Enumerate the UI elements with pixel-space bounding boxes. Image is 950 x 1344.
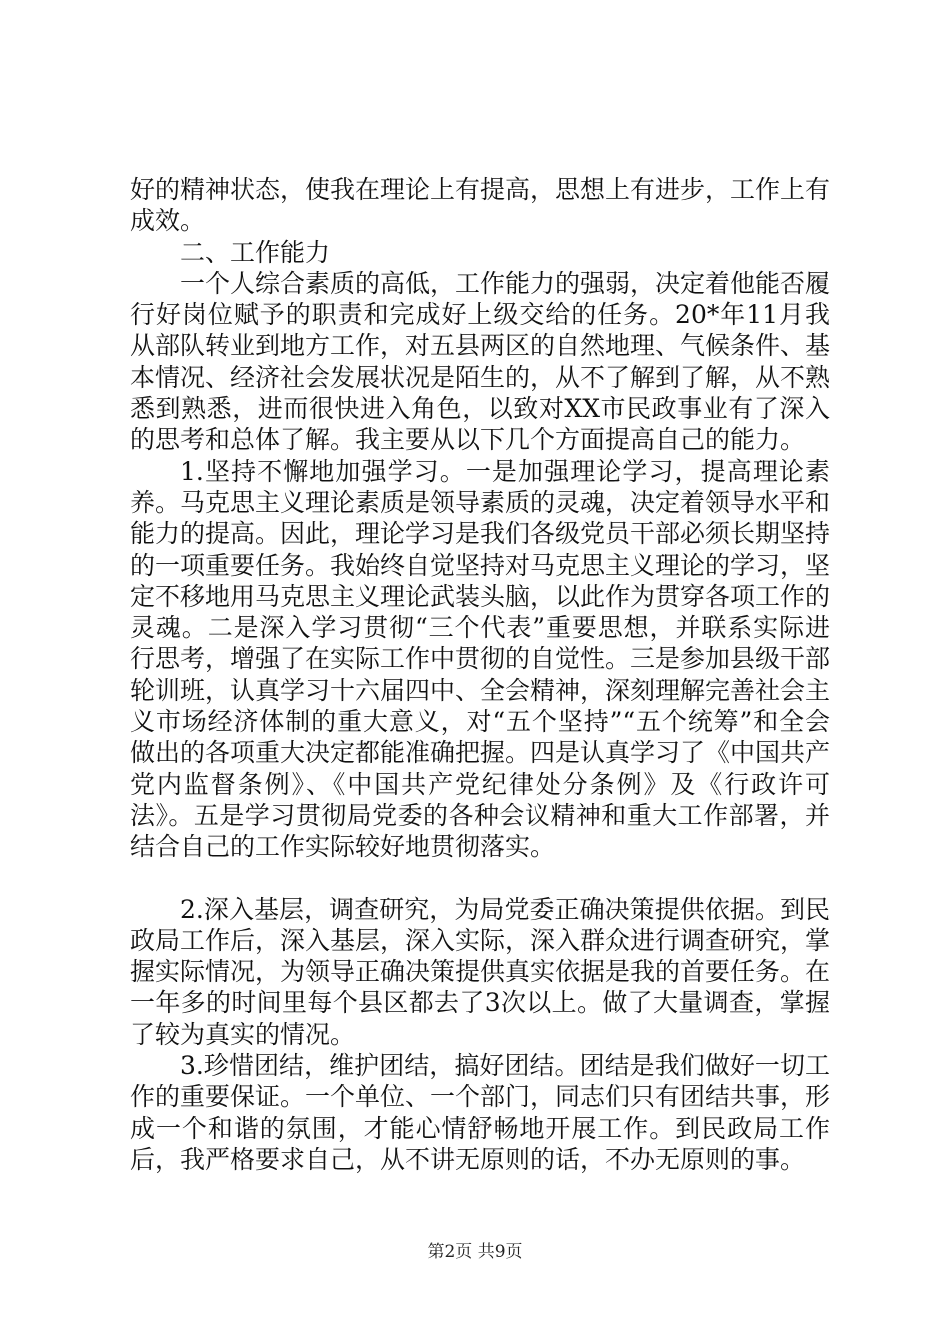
paragraph-continuation: 好的精神状态，使我在理论上有提高，思想上有进步，工作上有成效。 (130, 175, 831, 236)
paragraph-gap (130, 863, 830, 894)
page-footer: 第2页 共9页 (427, 1242, 523, 1262)
paragraph-research: 2.深入基层，调查研究，为局党委正确决策提供依据。到民政局工作后，深入基层，深入实际，深入群众进行调查研究，掌握实际情况，为领导正确决策提供真实依据是我的首要任务。在一年多的时间里每个县区都去了3次以上。做了大量调查，掌握了较为真实的情况。 (130, 894, 831, 1049)
document-body (130, 174, 830, 1175)
paragraph-unity: 3.珍惜团结，维护团结，搞好团结。团结是我们做好一切工作的重要保证。一个单位、一个部门，同志们只有团结共事，形成一个和谐的氛围，才能心情舒畅地开展工作。到民政局工作后，我严格要求自己，从不讲无原则的话，不办无原则的事。 (130, 1051, 831, 1174)
section-heading: 二、工作能力 (180, 237, 331, 267)
paragraph-study: 1.坚持不懈地加强学习。一是加强理论学习，提高理论素养。马克思主义理论素质是领导素质的灵魂，决定着领导水平和能力的提高。因此，理论学习是我们各级党员干部必须长期坚持的一项重要任务。我始终自觉坚持对马克思主义理论的学习，坚定不移地用马克思主义理论武装头脑，以此作为贯穿各项工作的灵魂。二是深入学习贯彻“三个代表”重要思想，并联系实际进行思考，增强了在实际工作中贯彻的自觉性。三是参加县级干部轮训班，认真学习十六届四中、全会精神，深刻理解完善社会主义市场经济体制的重大意义，对“五个坚持”“五个统筹”和全会做出的各项重大决定都能准确把握。四是认真学习了《中国共产党内监督条例》、《中国共产党纪律处分条例》及《行政许可法》。五是学习贯彻局党委的各种会议精神和重大工作部署，并结合自己的工作实际较好地贯彻落实。 (130, 456, 831, 862)
paragraph-work-ability: 一个人综合素质的高低，工作能力的强弱，决定着他能否履行好岗位赋予的职责和完成好上级交给的任务。20*年11月我从部队转业到地方工作，对五县两区的自然地理、气候条件、基本情况、经济社会发展状况是陌生的，从不了解到了解，从不熟悉到熟悉，进而很快进入角色，以致对XX市民政事业有了深入的思考和总体了解。我主要从以下几个方面提高自己的能力。 (130, 268, 831, 455)
